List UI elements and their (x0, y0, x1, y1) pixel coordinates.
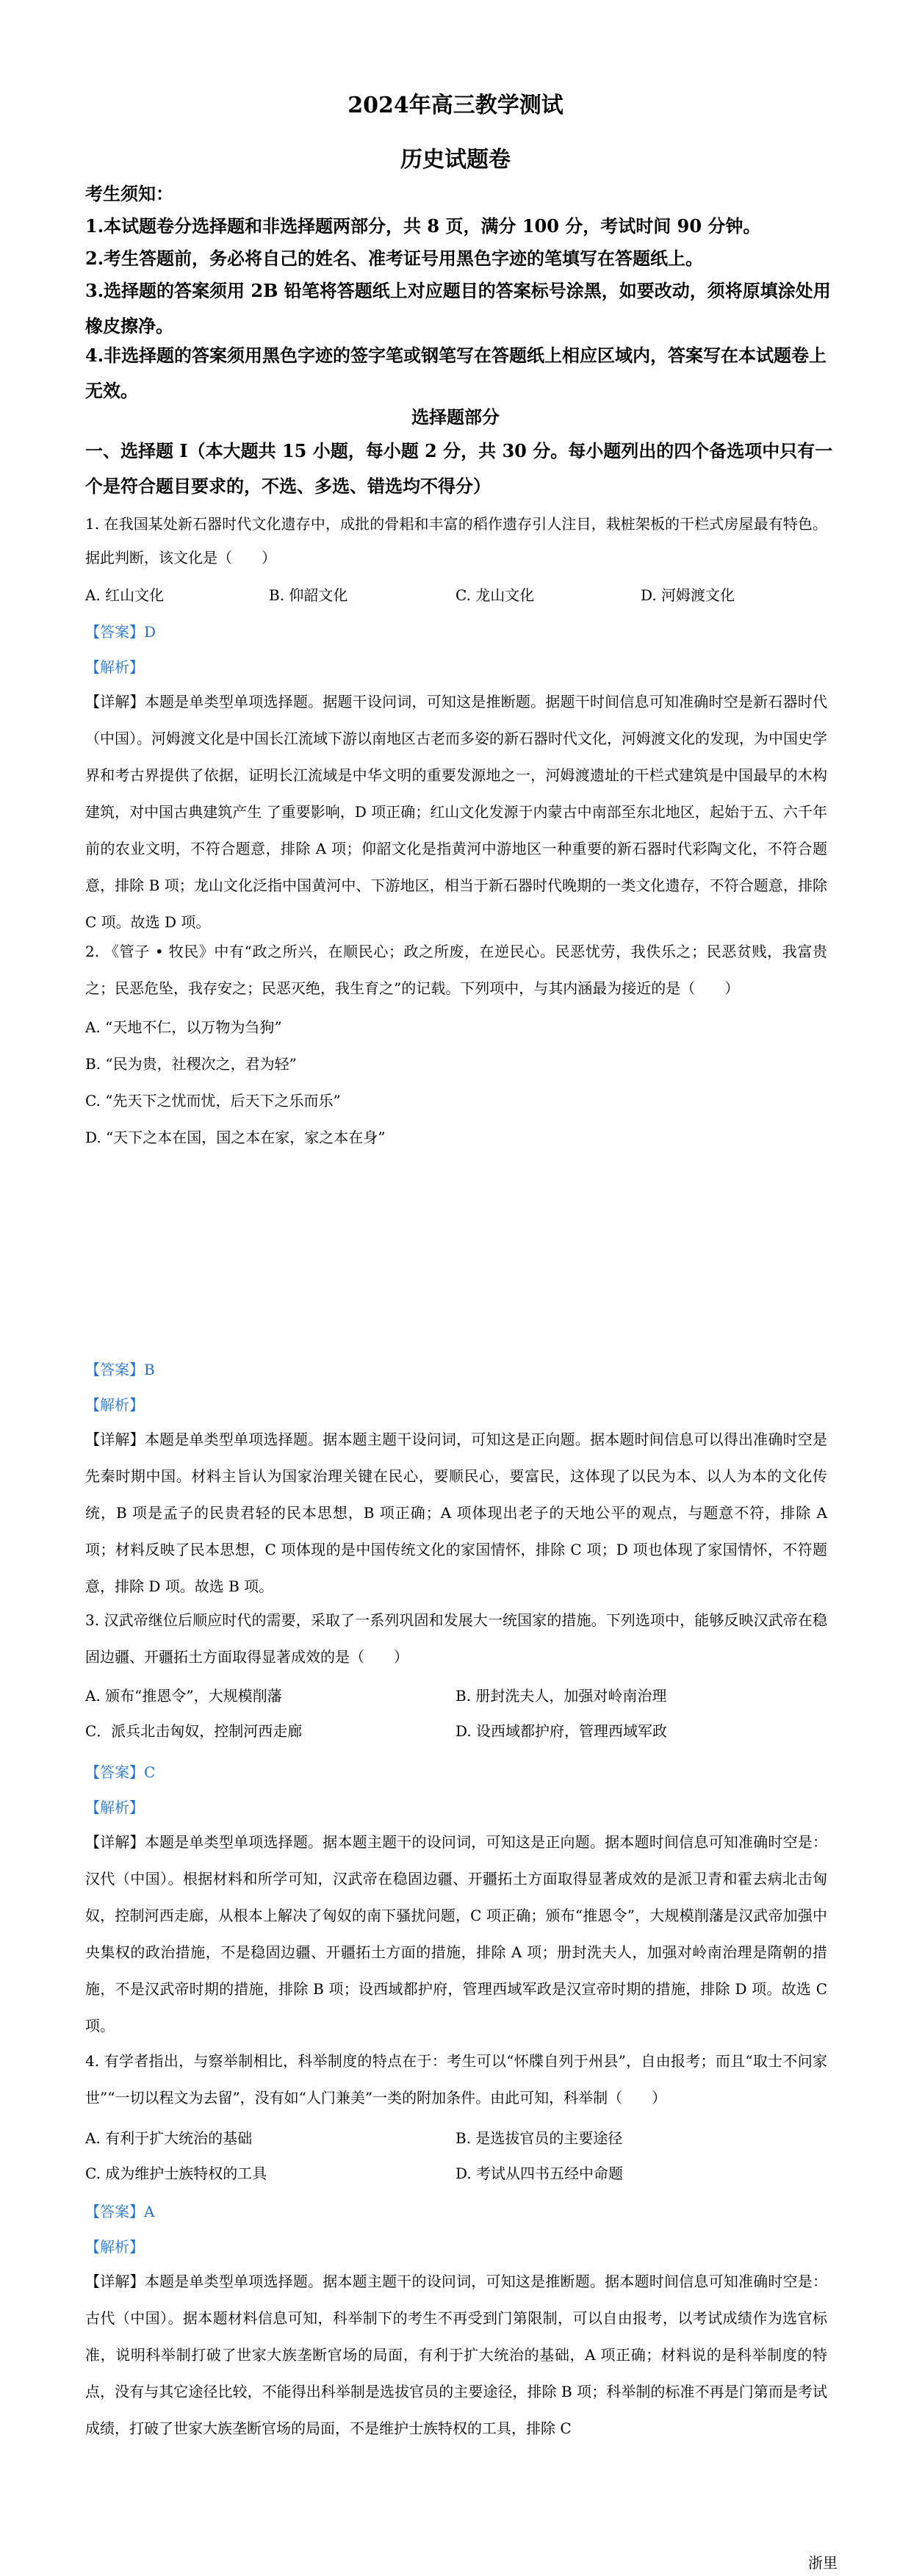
section-instruction: 一、选择题 Ⅰ（本大题共 15 小题，每小题 2 分，共 30 分。每小题列出的四个备选项中只有一个是符合题目要求的，不选、多选、错选均不得分） (85, 440, 833, 497)
option-a: A. 红山文化 (85, 586, 165, 604)
analysis-label: 【解析】 (85, 658, 144, 676)
section-title: 选择题部分 (411, 406, 500, 428)
notice-heading: 考生须知： (85, 183, 173, 204)
answer-label: 【答案】A (85, 2203, 155, 2220)
option-b: B. 是选拔官员的主要途径 (455, 2129, 623, 2147)
question-stem: 1. 在我国某处新石器时代文化遗存中，成批的骨耜和丰富的稻作遗存引人注目，栽桩架板的干栏式房屋最有特色。据此判断，该文化是（ ） (85, 515, 827, 566)
option-a: A. 有利于扩大统治的基础 (85, 2129, 253, 2147)
option-b: B. 册封洗夫人，加强对岭南治理 (455, 1687, 667, 1705)
notice-item: 1.本试题卷分选择题和非选择题两部分，共 8 页，满分 100 分，考试时间 90 分钟。 (85, 215, 761, 237)
option-c: C. “先天下之忧而忧，后天下之乐而乐” (85, 1092, 341, 1109)
option-a: A. “天地不仁，以万物为刍狗” (85, 1018, 282, 1036)
answer-label: 【答案】B (85, 1361, 155, 1378)
question-stem: 3. 汉武帝继位后顺应时代的需要，采取了一系列巩固和发展大一统国家的措施。下列选项中，能够反映汉武帝在稳固边疆、开疆拓土方面取得显著成效的是（ ） (85, 1611, 827, 1666)
detail-text: 【详解】本题是单类型单项选择题。据题干设问词，可知这是推断题。据题干时间信息可知准确时空是新石器时代（中国）。河姆渡文化是中国长江流域下游以南地区古老而多姿的新石器时代文化，河姆渡文化的发现，为中国史学界和考古界提供了依据，证明长江流域是中华文明的重要发源地之一，河姆渡遗址的干栏式建筑是中国最早的木构建筑，对中国古典建筑产生 了重要影响，D 项正确；红山文化发源于内蒙古中南部至东北地区，起始于五、六千年前的农业文明，不符合题意，排除 A 项；仰韶文化是指黄河中游地区一种重要的新石器时代彩陶文化，不符合题意，排除 B 项；龙山文化泛指中国黄河中、下游地区，相当于新石器时代晚期的一类文化遗存，不符合题意，排除 C 项。故选 D 项。 (85, 693, 827, 931)
notice-item: 3.选择题的答案须用 2B 铅笔将答题纸上对应题目的答案标号涂黑，如要改动，须将原填涂处用橡皮擦净。 (85, 280, 831, 337)
option-c: C．派兵北击匈奴，控制河西走廊 (85, 1722, 303, 1740)
notice-item: 4.非选择题的答案须用黑色字迹的签字笔或钢笔写在答题纸上相应区域内，答案写在本试题卷上无效。 (85, 345, 827, 401)
answer-label: 【答案】C (85, 1763, 156, 1781)
question-stem: 2. 《管子 • 牧民》中有“政之所兴，在顺民心；政之所废，在逆民心。民恶忧劳，我佚乐之；民恶贫贱，我富贵之；民恶危坠，我存安之；民恶灭绝，我生育之”的记载。下列项中，与其内涵最为接近的是（ ） (85, 943, 827, 997)
option-d: D. 设西域都护府，管理西域军政 (455, 1722, 668, 1740)
detail-text: 【详解】本题是单类型单项选择题。据本题主题干的设问词，可知这是推断题。据本题时间信息可知准确时空是：古代（中国）。据本题材料信息可知，科举制下的考生不再受到门第限制，可以自由报考，以考试成绩作为选官标准，说明科举制打破了世家大族垄断官场的局面，有利于扩大统治的基础，A 项正确；材料说的是科举制度的特点，没有与其它途径比较，不能得出科举制是选拔官员的主要途径，排除 B 项；科举制的标准不再是门第而是考试成绩，打破了世家大族垄断官场的局面，不是维护士族特权的工具，排除 C (85, 2273, 827, 2437)
detail-text: 【详解】本题是单类型单项选择题。据本题主题干设问词，可知这是正向题。据本题时间信息可以得出准确时空是先秦时期中国。材料主旨认为国家治理关键在民心，要顺民心，要富民，这体现了以民为本、以人为本的文化传统，B 项是孟子的民贵君轻的民本思想，B 项正确；A 项体现出老子的天地公平的观点，与题意不符，排除 A 项；材料反映了民本思想，C 项体现的是中国传统文化的家国情怀，排除 C 项；D 项也体现了家国情怀，不符题意，排除 D 项。故选 B 项。 (85, 1431, 827, 1595)
option-d: D. “天下之本在国，国之本在家，家之本在身” (85, 1129, 386, 1146)
option-a: A. 颁布“推恩令”，大规模削藩 (85, 1687, 282, 1705)
option-c: C. 龙山文化 (455, 586, 535, 604)
option-d: D. 考试从四书五经中命题 (455, 2165, 624, 2182)
page-title: 2024年高三教学测试 (348, 93, 563, 118)
notice-item: 2.考生答题前，务必将自己的姓名、准考证号用黑色字迹的笔填写在答题纸上。 (85, 248, 704, 269)
option-d: D. 河姆渡文化 (641, 586, 735, 604)
page-subtitle: 历史试题卷 (400, 147, 511, 173)
answer-label: 【答案】D (85, 623, 156, 641)
detail-text: 【详解】本题是单类型单项选择题。据本题主题干的设问词，可知这是正向题。据本题时间信息可知准确时空是：汉代（中国）。根据材料和所学可知，汉武帝在稳固边疆、开疆拓土方面取得显著成效的是派卫青和霍去病北击匈奴，控制河西走廊，从根本上解决了匈奴的南下骚扰问题，C 项正确；颁布“推恩令”，大规模削藩是汉武帝加强中央集权的政治措施，不是稳固边疆、开疆拓土方面的措施，排除 A 项；册封洗夫人，加强对岭南治理是隋朝的措施，不是汉武帝时期的措施，排除 B 项；设西域都护府，管理西域军政是汉宣帝时期的措施，排除 D 项。故选 C 项。 (85, 1833, 827, 2034)
analysis-label: 【解析】 (85, 1396, 144, 1414)
analysis-label: 【解析】 (85, 1799, 144, 1816)
footer-mark: 浙里 (808, 2554, 838, 2572)
option-b: B. “民为贵，社稷次之，君为轻” (85, 1055, 297, 1073)
option-c: C. 成为维护士族特权的工具 (85, 2165, 267, 2182)
analysis-label: 【解析】 (85, 2238, 144, 2256)
option-b: B. 仰韶文化 (269, 586, 348, 604)
question-stem: 4. 有学者指出，与察举制相比，科举制度的特点在于：考生可以“怀牒自列于州县”，自由报考；而且“取士不问家世”“一切以程文为去留”，没有如“人门兼美”一类的附加条件。由此可知，科举制（ ） (85, 2052, 827, 2107)
